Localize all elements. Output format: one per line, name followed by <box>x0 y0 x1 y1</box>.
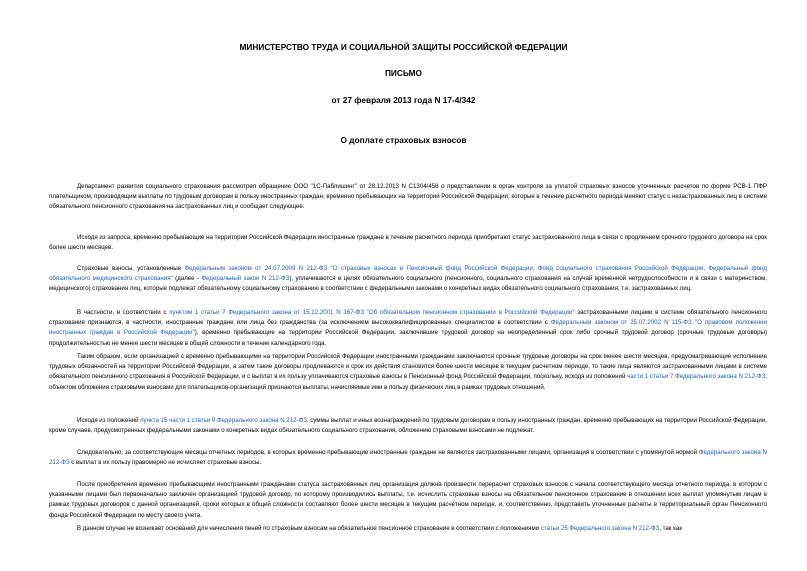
paragraph-6 <box>49 416 767 436</box>
paragraph-5 <box>49 352 767 393</box>
law-link-167fz[interactable]: пунктом 1 статьи 7 Федерального закона от 15.12.2001 N 167-ФЗ "Об обязательном пенсионном страховании в Российской Федерации" <box>169 309 575 316</box>
law-link-212fz-art9[interactable]: пункта 15 части 1 статьи 9 Федерального закона N 212-ФЗ <box>140 417 307 424</box>
paragraph-text: В данном случае не возникает оснований для начисления пеней по страховым взносам на обязательное пенсионное страхование в соответствии с положениями <box>77 525 541 532</box>
paragraph-text: , объектом обложения страховыми взносами для плательщиков-организаций признаются выплаты, начисляемые ими в пользу физических лиц в рамках трудовых отношений. <box>49 373 768 391</box>
paragraph-text: Следовательно, за соответствующие месяцы отчетных периодов, в которых временно пребывающие иностранные граждане не являются застрахованными лицами, организация в соответствии с упомянутой нормой <box>77 449 699 456</box>
paragraph-2 <box>49 233 767 253</box>
law-link-212fz-full[interactable]: Федеральным законом от 24.07.2009 N 212-ФЗ "О страховых взносах в Пенсионный фонд Российской Федерации, Фонд социального страхования Российской Федерации, Федеральный фонд обязательного медицинского страхования" <box>49 265 767 283</box>
paragraph-text: с выплат в их пользу правомерно не исчисляет страховые взносы. <box>69 459 262 467</box>
document-type: ПИСЬМО <box>384 68 423 78</box>
document-subject: О доплате страховых взносов <box>340 135 467 145</box>
paragraph-text: Таким образом, если организацией с временно пребывающими на территории Российской Федерации иностранными гражданами заключаются срочные трудовые договоры на срок менее шести месяцев, предусматривающие исполнение трудовых обязанностей на территории Российской Федерации, а затем такие договоры продлеваются и срок их действия становится более шести месяцев в текущем расчетном периоде, то такие лица являются застрахованными лицами в системе обязательного пенсионного страхования в Российской Федерации, и с выплат в их пользу уплачиваются страховые взносы в Пенсионный фонд Российской Федерации, поскольку, исходя из положений <box>49 353 767 381</box>
paragraph-text: В частности, в соответствии с <box>77 309 170 316</box>
paragraph-text: , суммы выплат и иных вознаграждений по трудовым договорам в пользу иностранных граждан, временно пребывающих на территории Российской Федерации, кроме случаев, предусмотренных федеральными законами о конкретных видах обязательного социального страхования, обложению страховыми взносами не подлежат. <box>49 417 767 435</box>
paragraph-text: застрахованными лицами в системе обязательного пенсионного страхования признаются, в частности, иностранные граждане или лица без гражданства (за исключением высококвалифицированных специалистов в соответствии с <box>49 309 767 327</box>
ministry-heading: МИНИСТЕРСТВО ТРУДА И СОЦИАЛЬНОЙ ЗАЩИТЫ РОССИЙСКОЙ ФЕДЕРАЦИИ <box>239 42 568 52</box>
paragraph-8 <box>49 480 767 521</box>
paragraph-text: , так как <box>659 525 683 532</box>
law-link-115fz[interactable]: Федеральным законом от 25.07.2002 N 115-ФЗ "О правовом положении иностранных граждан в Российской Федерации" <box>49 319 767 337</box>
law-link-212fz-art7[interactable]: части 1 статьи 7 Федерального закона N 212-ФЗ <box>627 373 766 381</box>
law-link-212fz-short[interactable]: Федерального закона N 212-ФЗ <box>49 449 767 467</box>
paragraph-9 <box>49 524 767 534</box>
paragraph-text: Департамент развития социального страхования рассмотрел обращение ООО "1С-Паблишинг" от 28.12.2013 N С1304/458 о представлении в орган контроля за уплатой страховых взносов уточненных расчетов по форме РСВ-1 ПФР плательщиком, производящим выплаты по трудовым договорам в пользу иностранных граждан, временно пребывающих на территории Российской Федерации, которые в течение расчетного периода меняют статус с незастрахованных лиц в системе обязательного пенсионного страхования на застрахованных лиц и сообщает следующее. <box>49 183 767 211</box>
law-link-212fz-art25[interactable]: статьи 25 Федерального закона N 212-ФЗ <box>540 525 660 532</box>
paragraph-3 <box>49 264 767 295</box>
law-link-212fz[interactable]: Федеральный закон N 212-ФЗ <box>201 275 290 283</box>
document-date-number: от 27 февраля 2013 года N 17-4/342 <box>331 95 476 105</box>
paragraph-text: Страховые взносы, установленные <box>77 265 185 272</box>
paragraph-text: Исходя из запроса, временно пребывающие на территории Российской Федерации иностранные граждане в течение расчетного периода приобретают статус застрахованного лица в связи с продлением срочного трудового договора на срок более шести месяцев. <box>49 234 767 252</box>
paragraph-7 <box>49 448 767 468</box>
paragraph-text: (далее - <box>172 275 202 283</box>
paragraph-text: Исходя из положений <box>77 417 141 424</box>
paragraph-text: После приобретения временно пребывающими иностранными гражданами статуса застрахованных лиц организация должна произвести перерасчет страховых взносов с начала соответствующего месяца отчетного периода, в котором с указанными лицами был первоначально заключен организацией трудовой договор, по которому производились выплаты, т.е. исчислить страховые взносы на обязательное пенсионное страхование в отношении всех выплат упомянутым лицам в рамках трудовых договоров с данной организацией, сроки которых в общей сложности составляют более шести месяцев в текущем расчетном периоде, и, соответственно, представить уточненные расчеты в территориальный орган Пенсионного фонда Российской Федерации по месту своего учета. <box>49 481 767 519</box>
paragraph-1 <box>49 182 767 213</box>
paragraph-4 <box>49 308 767 349</box>
paragraph-text: ), временно пребывающие на территории Российской Федерации, заключившие трудовой договор на неопределенный срок либо срочный трудовой договор (срочные трудовые договоры) продолжительностью не менее шести месяцев в общей сложности в течение календарного года. <box>49 329 768 347</box>
paragraph-text: ), уплачиваются в целях обязательного социального (пенсионного, социального страхования на случай временной нетрудоспособности и в связи с материнством, медицинского) страхования лиц, которые подлежат обязательному социальному страхованию в соответствии с федеральными законами о конкретных видах обязательного социального страхования, т.е. застрахованных лиц. <box>49 275 767 293</box>
